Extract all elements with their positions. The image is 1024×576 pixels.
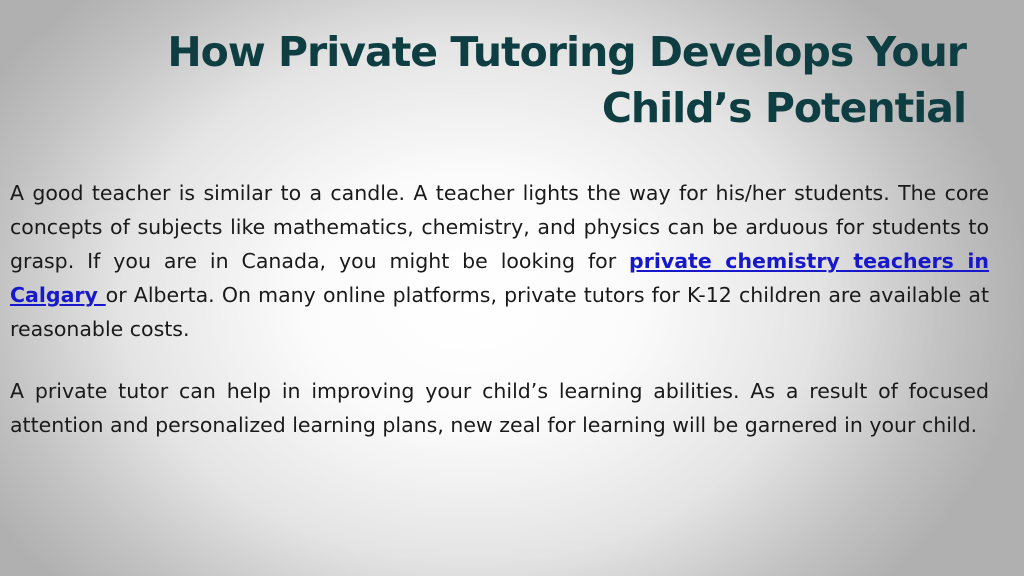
paragraph-intro xyxy=(10,176,989,346)
slide-title-line-1: How Private Tutoring Develops Your xyxy=(167,28,966,76)
paragraph-intro-text-after-link: or Alberta. On many online platforms, private tutors for K-12 children are available at reasonable costs. xyxy=(10,283,989,341)
slide-title xyxy=(66,24,966,136)
paragraph-intro-text-before-link: A good teacher is similar to a candle. A teacher lights the way for his/her students. The core concepts of subjects like mathematics, chemistry, and physics can be arduous for students to grasp. If you are in Canada, you might be looking for xyxy=(10,181,989,273)
slide-body xyxy=(10,176,989,470)
private-chemistry-teachers-link[interactable]: private chemistry teachers in Calgary xyxy=(10,249,989,307)
slide-title-line-2: Child’s Potential xyxy=(601,84,966,132)
paragraph-benefits: A private tutor can help in improving your child’s learning abilities. As a result of focused attention and personalized learning plans, new zeal for learning will be garnered in your child. xyxy=(10,379,989,437)
